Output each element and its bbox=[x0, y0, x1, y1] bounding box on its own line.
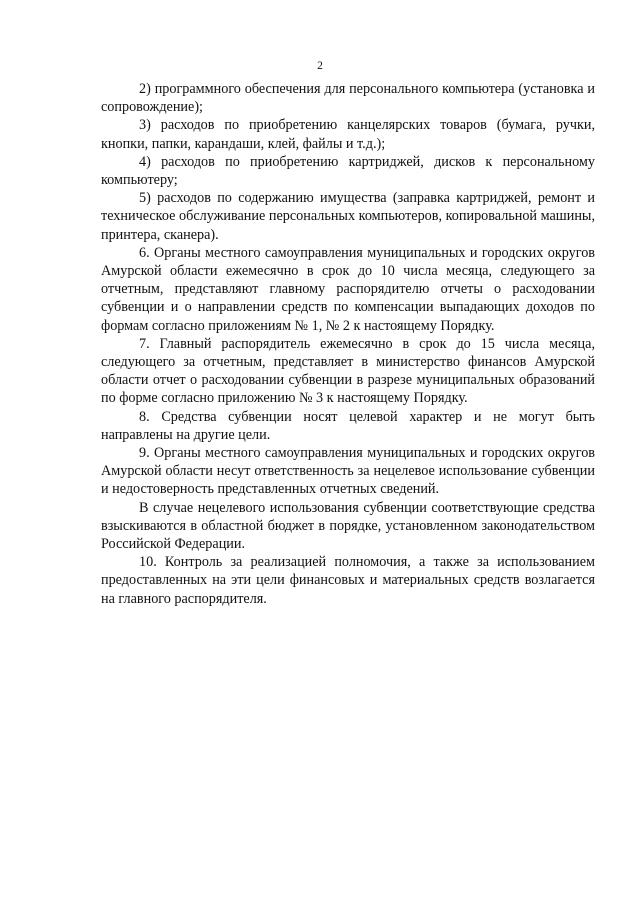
paragraph-item-5: 5) расходов по содержанию имущества (заправка картриджей, ремонт и техническое обслуживание персональных компьютеров, копировальной машины, принтера, сканера). bbox=[101, 190, 595, 243]
document-body bbox=[101, 80, 595, 608]
paragraph-clause-8: 8. Средства субвенции носят целевой характер и не могут быть направлены на другие цели. bbox=[101, 408, 595, 443]
paragraph-clause-9: 9. Органы местного самоуправления муниципальных и городских округов Амурской области несут ответственность за нецелевое использование субвенции и недостоверность представленных отчетных сведений. bbox=[101, 445, 595, 498]
paragraph-item-2: 2) программного обеспечения для персонального компьютера (установка и сопровождение); bbox=[101, 81, 595, 116]
paragraph-clause-9-continued: В случае нецелевого использования субвенции соответствующие средства взыскиваются в областной бюджет в порядке, установленном законодательством Российской Федерации. bbox=[101, 499, 595, 553]
paragraph-item-4: 4) расходов по приобретению картриджей, дисков к персональному компьютеру; bbox=[101, 153, 595, 189]
page-number: 2 bbox=[317, 60, 323, 72]
paragraph-clause-10: 10. Контроль за реализацией полномочия, а также за использованием предоставленных на эти цели финансовых и материальных средств возлагается на главного распорядителя. bbox=[101, 554, 595, 607]
paragraph-item-3: 3) расходов по приобретению канцелярских товаров (бумага, ручки, кнопки, папки, карандаши, клей, файлы и т.д.); bbox=[101, 117, 595, 152]
paragraph-clause-6: 6. Органы местного самоуправления муниципальных и городских округов Амурской области ежемесячно в срок до 10 числа месяца, следующего за отчетным, представляют главному распорядителю отчеты о расходовании субвенции и о направлении средств по компенсации выпадающих доходов по формам согласно приложениям № 1, № 2 к настоящему Порядку. bbox=[101, 244, 595, 334]
paragraph-clause-7: 7. Главный распорядитель ежемесячно в срок до 15 числа месяца, следующего за отчетным, представляет в министерство финансов Амурской области отчет о расходовании субвенции в разрезе муниципальных образований по форме согласно приложению № 3 к настоящему Порядку. bbox=[101, 335, 595, 407]
